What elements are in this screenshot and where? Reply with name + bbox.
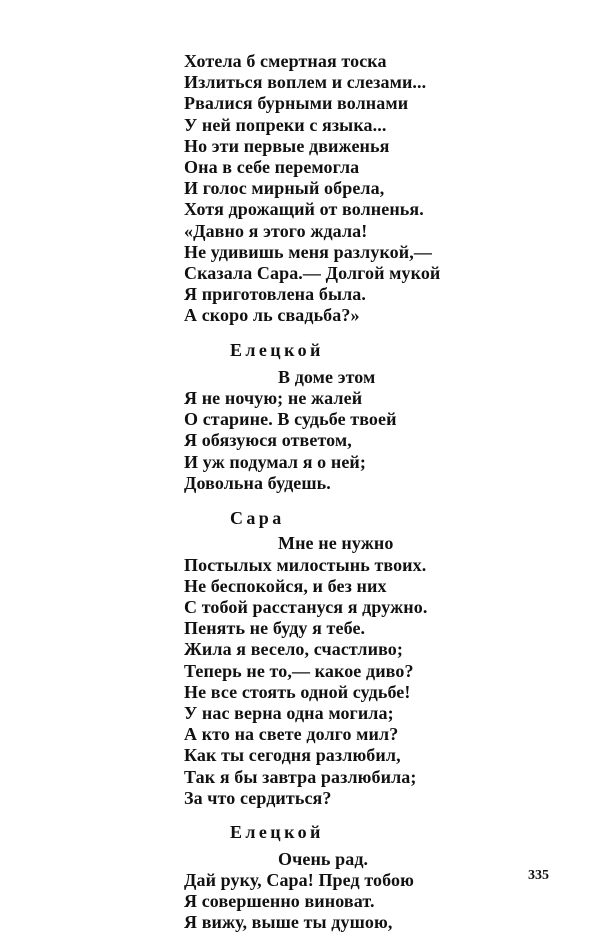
verse-line: Но эти первые движенья (184, 135, 390, 156)
speaker-name: Сара (230, 507, 285, 528)
verse-line: Не удивишь меня разлукой,— (184, 241, 432, 262)
verse-line: «Давно я этого ждала! (184, 220, 368, 241)
verse-line: Сказала Сара.— Долгой мукой (184, 262, 441, 283)
verse-line: Я совершенно виноват. (184, 891, 375, 911)
verse-line: Жила я весело, счастливо; (184, 639, 403, 660)
verse-line: Пенять не буду я тебе. (184, 618, 366, 639)
verse-line: Хотела б смертная тоска (184, 51, 387, 71)
verse-line: О старине. В судьбе твоей (184, 408, 397, 429)
verse-line: Мне не нужно (278, 533, 394, 554)
verse-line: У ней попреки с языка... (184, 114, 387, 135)
verse-line: За что сердиться? (184, 788, 332, 809)
verse-line: Теперь не то,— какое диво? (184, 661, 414, 682)
verse-line: А скоро ль свадьба?» (184, 304, 360, 325)
speaker-name: Елецкой (230, 339, 324, 360)
verse-line: Не беспокойся, и без них (184, 576, 387, 597)
verse-line: Я обязуюся ответом, (184, 429, 352, 450)
verse-line: Рвалися бурными волнами (184, 93, 409, 113)
verse-line: У нас верна одна могила; (184, 703, 394, 724)
verse-line: Не все стоять одной судьбе! (184, 682, 411, 703)
verse-line: И уж подумал я о ней; (184, 451, 366, 472)
verse-line: Излиться воплем и слезами... (184, 72, 427, 92)
verse-line: Хотя дрожащий от волненья. (184, 198, 424, 219)
speaker-name: Елецкой (230, 822, 324, 843)
verse-line: Она в себе перемогла (184, 156, 360, 177)
verse-line: Постылых милостынь твоих. (184, 555, 427, 576)
verse-line: Так я бы завтра разлюбила; (184, 767, 417, 788)
verse-line: С тобой расстануся я дружно. (184, 597, 428, 618)
verse-line: Довольна будешь. (184, 472, 331, 493)
verse-line: А кто на свете долго мил? (184, 724, 399, 745)
verse-line: Очень рад. (278, 849, 369, 870)
page-number: 335 (528, 868, 549, 883)
verse-line: Я вижу, выше ты душою, (184, 912, 393, 932)
verse-line: Как ты сегодня разлюбил, (184, 745, 401, 766)
verse-line: И голос мирный обрела, (184, 177, 385, 198)
verse-line: Я не ночую; не жалей (184, 387, 363, 408)
verse-line: Дай руку, Сара! Пред тобою (184, 870, 414, 890)
verse-line: В доме этом (278, 366, 376, 387)
verse-line: Я приготовлена была. (184, 283, 366, 304)
